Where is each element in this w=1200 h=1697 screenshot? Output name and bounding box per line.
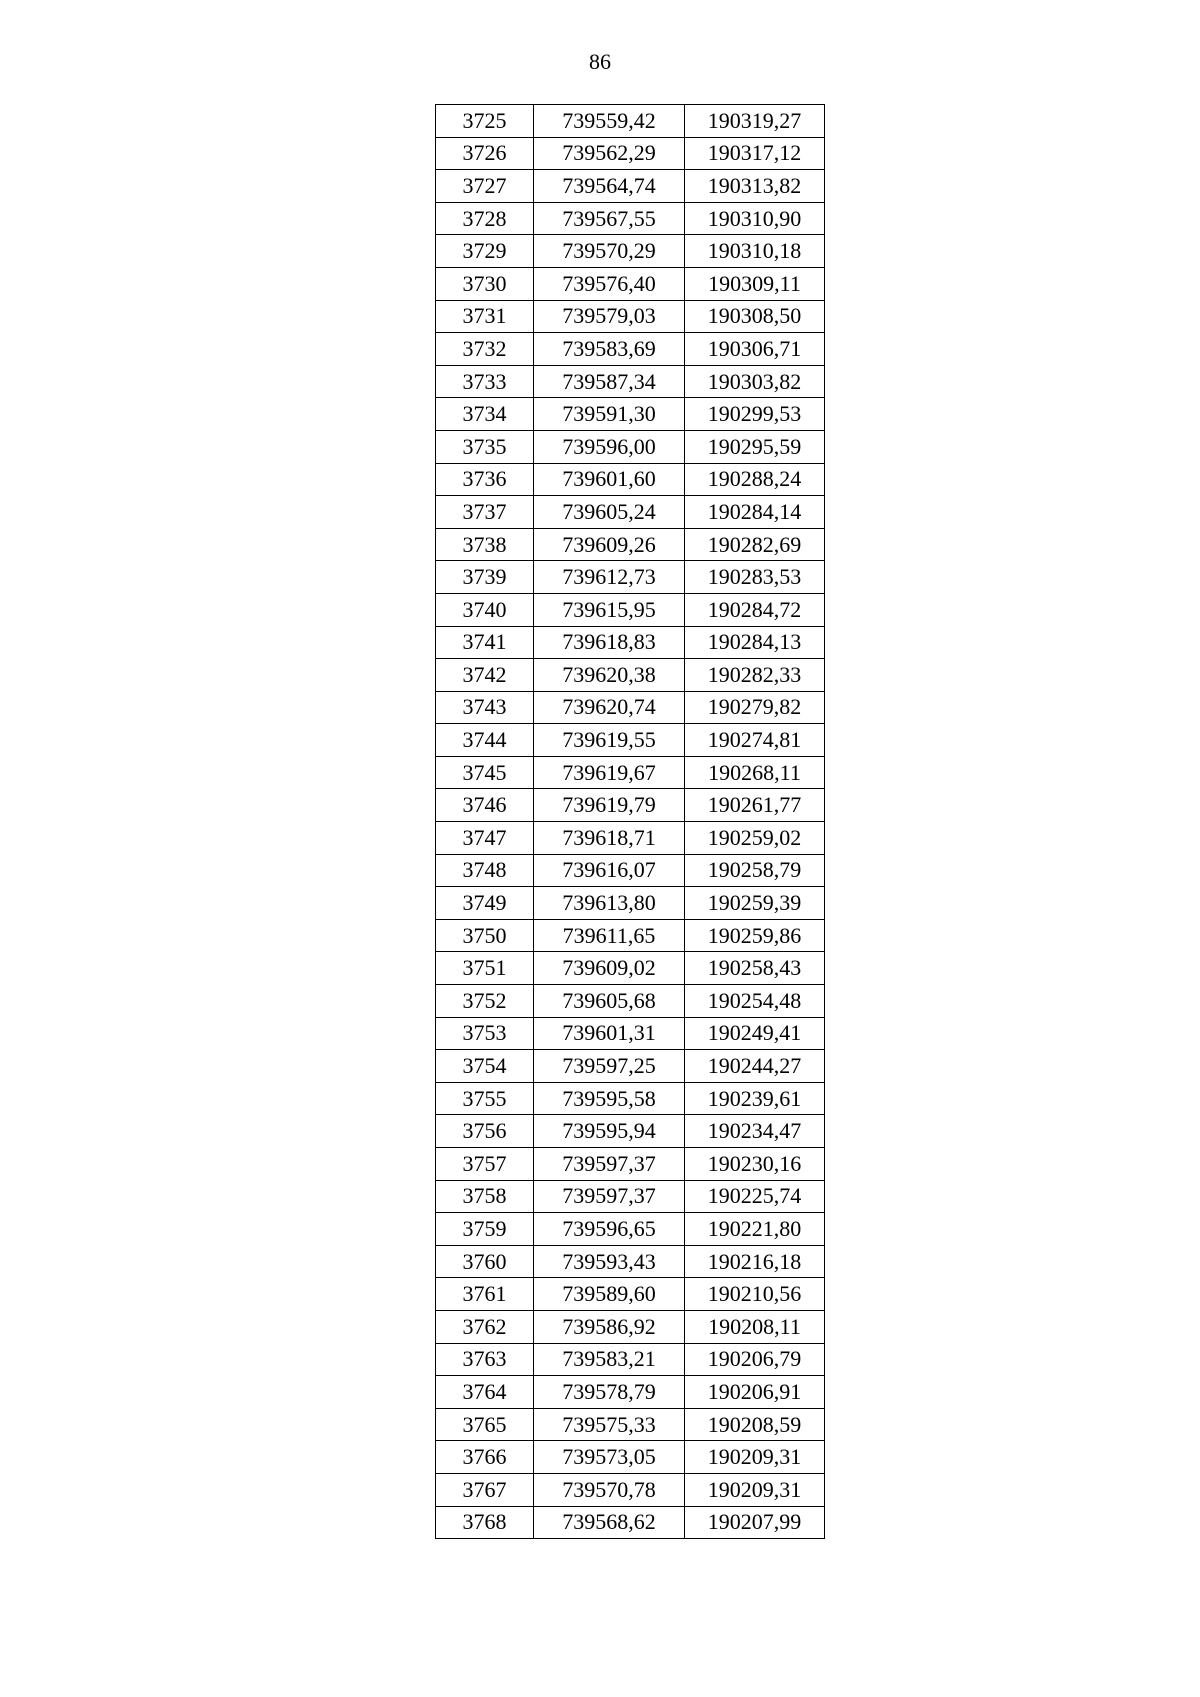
table-row bbox=[436, 137, 825, 170]
x-coordinate-cell: 739570,29 bbox=[534, 235, 685, 268]
table-row bbox=[436, 300, 825, 333]
x-coordinate-cell: 739597,25 bbox=[534, 1050, 685, 1083]
x-coordinate-cell: 739587,34 bbox=[534, 365, 685, 398]
x-coordinate-cell: 739595,94 bbox=[534, 1115, 685, 1148]
coordinate-table bbox=[435, 104, 825, 1539]
table-row bbox=[436, 398, 825, 431]
y-coordinate-cell: 190206,91 bbox=[685, 1376, 825, 1409]
point-number-cell: 3726 bbox=[436, 137, 534, 170]
point-number-cell: 3746 bbox=[436, 789, 534, 822]
point-number-cell: 3748 bbox=[436, 854, 534, 887]
y-coordinate-cell: 190268,11 bbox=[685, 756, 825, 789]
y-coordinate-cell: 190216,18 bbox=[685, 1245, 825, 1278]
x-coordinate-cell: 739616,07 bbox=[534, 854, 685, 887]
table-row bbox=[436, 267, 825, 300]
table-row bbox=[436, 1180, 825, 1213]
x-coordinate-cell: 739615,95 bbox=[534, 593, 685, 626]
y-coordinate-cell: 190274,81 bbox=[685, 724, 825, 757]
table-row bbox=[436, 1050, 825, 1083]
x-coordinate-cell: 739589,60 bbox=[534, 1278, 685, 1311]
table-row bbox=[436, 659, 825, 692]
point-number-cell: 3741 bbox=[436, 626, 534, 659]
y-coordinate-cell: 190306,71 bbox=[685, 333, 825, 366]
x-coordinate-cell: 739609,02 bbox=[534, 952, 685, 985]
x-coordinate-cell: 739567,55 bbox=[534, 202, 685, 235]
x-coordinate-cell: 739568,62 bbox=[534, 1506, 685, 1539]
table-row bbox=[436, 822, 825, 855]
point-number-cell: 3752 bbox=[436, 985, 534, 1018]
point-number-cell: 3739 bbox=[436, 561, 534, 594]
y-coordinate-cell: 190261,77 bbox=[685, 789, 825, 822]
y-coordinate-cell: 190319,27 bbox=[685, 105, 825, 138]
point-number-cell: 3732 bbox=[436, 333, 534, 366]
point-number-cell: 3747 bbox=[436, 822, 534, 855]
y-coordinate-cell: 190309,11 bbox=[685, 267, 825, 300]
y-coordinate-cell: 190317,12 bbox=[685, 137, 825, 170]
point-number-cell: 3761 bbox=[436, 1278, 534, 1311]
x-coordinate-cell: 739570,78 bbox=[534, 1473, 685, 1506]
point-number-cell: 3729 bbox=[436, 235, 534, 268]
x-coordinate-cell: 739613,80 bbox=[534, 887, 685, 920]
point-number-cell: 3744 bbox=[436, 724, 534, 757]
table-row bbox=[436, 235, 825, 268]
point-number-cell: 3750 bbox=[436, 919, 534, 952]
y-coordinate-cell: 190282,33 bbox=[685, 659, 825, 692]
x-coordinate-cell: 739620,38 bbox=[534, 659, 685, 692]
table-row bbox=[436, 952, 825, 985]
point-number-cell: 3735 bbox=[436, 430, 534, 463]
table-row bbox=[436, 528, 825, 561]
point-number-cell: 3767 bbox=[436, 1473, 534, 1506]
y-coordinate-cell: 190221,80 bbox=[685, 1213, 825, 1246]
y-coordinate-cell: 190206,79 bbox=[685, 1343, 825, 1376]
y-coordinate-cell: 190299,53 bbox=[685, 398, 825, 431]
y-coordinate-cell: 190230,16 bbox=[685, 1148, 825, 1181]
y-coordinate-cell: 190225,74 bbox=[685, 1180, 825, 1213]
x-coordinate-cell: 739575,33 bbox=[534, 1408, 685, 1441]
x-coordinate-cell: 739620,74 bbox=[534, 691, 685, 724]
table-row bbox=[436, 691, 825, 724]
x-coordinate-cell: 739591,30 bbox=[534, 398, 685, 431]
y-coordinate-cell: 190283,53 bbox=[685, 561, 825, 594]
point-number-cell: 3768 bbox=[436, 1506, 534, 1539]
table-row bbox=[436, 202, 825, 235]
table-row bbox=[436, 1245, 825, 1278]
point-number-cell: 3737 bbox=[436, 496, 534, 529]
table-row bbox=[436, 1343, 825, 1376]
y-coordinate-cell: 190254,48 bbox=[685, 985, 825, 1018]
y-coordinate-cell: 190308,50 bbox=[685, 300, 825, 333]
x-coordinate-cell: 739559,42 bbox=[534, 105, 685, 138]
table-row bbox=[436, 496, 825, 529]
point-number-cell: 3756 bbox=[436, 1115, 534, 1148]
point-number-cell: 3754 bbox=[436, 1050, 534, 1083]
table-row bbox=[436, 1213, 825, 1246]
y-coordinate-cell: 190282,69 bbox=[685, 528, 825, 561]
table-row bbox=[436, 1506, 825, 1539]
y-coordinate-cell: 190210,56 bbox=[685, 1278, 825, 1311]
point-number-cell: 3764 bbox=[436, 1376, 534, 1409]
x-coordinate-cell: 739578,79 bbox=[534, 1376, 685, 1409]
x-coordinate-cell: 739583,21 bbox=[534, 1343, 685, 1376]
x-coordinate-cell: 739619,67 bbox=[534, 756, 685, 789]
x-coordinate-cell: 739619,79 bbox=[534, 789, 685, 822]
point-number-cell: 3725 bbox=[436, 105, 534, 138]
x-coordinate-cell: 739597,37 bbox=[534, 1180, 685, 1213]
x-coordinate-cell: 739564,74 bbox=[534, 170, 685, 203]
point-number-cell: 3728 bbox=[436, 202, 534, 235]
point-number-cell: 3755 bbox=[436, 1082, 534, 1115]
y-coordinate-cell: 190288,24 bbox=[685, 463, 825, 496]
table-row bbox=[436, 1148, 825, 1181]
point-number-cell: 3749 bbox=[436, 887, 534, 920]
x-coordinate-cell: 739562,29 bbox=[534, 137, 685, 170]
table-row bbox=[436, 919, 825, 952]
point-number-cell: 3753 bbox=[436, 1017, 534, 1050]
table-row bbox=[436, 626, 825, 659]
x-coordinate-cell: 739601,31 bbox=[534, 1017, 685, 1050]
y-coordinate-cell: 190234,47 bbox=[685, 1115, 825, 1148]
y-coordinate-cell: 190279,82 bbox=[685, 691, 825, 724]
x-coordinate-cell: 739619,55 bbox=[534, 724, 685, 757]
y-coordinate-cell: 190208,59 bbox=[685, 1408, 825, 1441]
x-coordinate-cell: 739595,58 bbox=[534, 1082, 685, 1115]
x-coordinate-cell: 739605,68 bbox=[534, 985, 685, 1018]
table-row bbox=[436, 561, 825, 594]
point-number-cell: 3760 bbox=[436, 1245, 534, 1278]
point-number-cell: 3740 bbox=[436, 593, 534, 626]
table-row bbox=[436, 430, 825, 463]
table-row bbox=[436, 593, 825, 626]
table-row bbox=[436, 854, 825, 887]
x-coordinate-cell: 739596,00 bbox=[534, 430, 685, 463]
x-coordinate-cell: 739611,65 bbox=[534, 919, 685, 952]
table-row bbox=[436, 1278, 825, 1311]
y-coordinate-cell: 190310,90 bbox=[685, 202, 825, 235]
point-number-cell: 3730 bbox=[436, 267, 534, 300]
y-coordinate-cell: 190310,18 bbox=[685, 235, 825, 268]
point-number-cell: 3734 bbox=[436, 398, 534, 431]
table-row bbox=[436, 170, 825, 203]
table-body bbox=[436, 105, 825, 1539]
page-number: 86 bbox=[589, 49, 611, 74]
x-coordinate-cell: 739597,37 bbox=[534, 1148, 685, 1181]
x-coordinate-cell: 739601,60 bbox=[534, 463, 685, 496]
x-coordinate-cell: 739596,65 bbox=[534, 1213, 685, 1246]
table-row bbox=[436, 1408, 825, 1441]
table-row bbox=[436, 1473, 825, 1506]
y-coordinate-cell: 190258,43 bbox=[685, 952, 825, 985]
point-number-cell: 3742 bbox=[436, 659, 534, 692]
point-number-cell: 3738 bbox=[436, 528, 534, 561]
point-number-cell: 3727 bbox=[436, 170, 534, 203]
y-coordinate-cell: 190249,41 bbox=[685, 1017, 825, 1050]
y-coordinate-cell: 190303,82 bbox=[685, 365, 825, 398]
table-row bbox=[436, 1310, 825, 1343]
table-row bbox=[436, 724, 825, 757]
table-row bbox=[436, 756, 825, 789]
point-number-cell: 3758 bbox=[436, 1180, 534, 1213]
table-row bbox=[436, 887, 825, 920]
table-row bbox=[436, 1082, 825, 1115]
point-number-cell: 3733 bbox=[436, 365, 534, 398]
x-coordinate-cell: 739618,71 bbox=[534, 822, 685, 855]
point-number-cell: 3745 bbox=[436, 756, 534, 789]
point-number-cell: 3759 bbox=[436, 1213, 534, 1246]
x-coordinate-cell: 739579,03 bbox=[534, 300, 685, 333]
y-coordinate-cell: 190284,14 bbox=[685, 496, 825, 529]
y-coordinate-cell: 190313,82 bbox=[685, 170, 825, 203]
x-coordinate-cell: 739605,24 bbox=[534, 496, 685, 529]
point-number-cell: 3731 bbox=[436, 300, 534, 333]
table-row bbox=[436, 1017, 825, 1050]
point-number-cell: 3757 bbox=[436, 1148, 534, 1181]
point-number-cell: 3766 bbox=[436, 1441, 534, 1474]
y-coordinate-cell: 190244,27 bbox=[685, 1050, 825, 1083]
y-coordinate-cell: 190259,39 bbox=[685, 887, 825, 920]
point-number-cell: 3743 bbox=[436, 691, 534, 724]
y-coordinate-cell: 190259,86 bbox=[685, 919, 825, 952]
point-number-cell: 3762 bbox=[436, 1310, 534, 1343]
y-coordinate-cell: 190259,02 bbox=[685, 822, 825, 855]
x-coordinate-cell: 739573,05 bbox=[534, 1441, 685, 1474]
point-number-cell: 3736 bbox=[436, 463, 534, 496]
y-coordinate-cell: 190295,59 bbox=[685, 430, 825, 463]
y-coordinate-cell: 190207,99 bbox=[685, 1506, 825, 1539]
y-coordinate-cell: 190209,31 bbox=[685, 1473, 825, 1506]
x-coordinate-cell: 739593,43 bbox=[534, 1245, 685, 1278]
table-row bbox=[436, 105, 825, 138]
x-coordinate-cell: 739609,26 bbox=[534, 528, 685, 561]
table-row bbox=[436, 1441, 825, 1474]
table-row bbox=[436, 1376, 825, 1409]
x-coordinate-cell: 739612,73 bbox=[534, 561, 685, 594]
y-coordinate-cell: 190284,13 bbox=[685, 626, 825, 659]
point-number-cell: 3751 bbox=[436, 952, 534, 985]
x-coordinate-cell: 739586,92 bbox=[534, 1310, 685, 1343]
table-row bbox=[436, 985, 825, 1018]
table-row bbox=[436, 463, 825, 496]
x-coordinate-cell: 739583,69 bbox=[534, 333, 685, 366]
y-coordinate-cell: 190209,31 bbox=[685, 1441, 825, 1474]
table-row bbox=[436, 789, 825, 822]
x-coordinate-cell: 739576,40 bbox=[534, 267, 685, 300]
point-number-cell: 3763 bbox=[436, 1343, 534, 1376]
table-row bbox=[436, 1115, 825, 1148]
y-coordinate-cell: 190284,72 bbox=[685, 593, 825, 626]
table-row bbox=[436, 333, 825, 366]
x-coordinate-cell: 739618,83 bbox=[534, 626, 685, 659]
y-coordinate-cell: 190239,61 bbox=[685, 1082, 825, 1115]
y-coordinate-cell: 190208,11 bbox=[685, 1310, 825, 1343]
table-row bbox=[436, 365, 825, 398]
point-number-cell: 3765 bbox=[436, 1408, 534, 1441]
y-coordinate-cell: 190258,79 bbox=[685, 854, 825, 887]
